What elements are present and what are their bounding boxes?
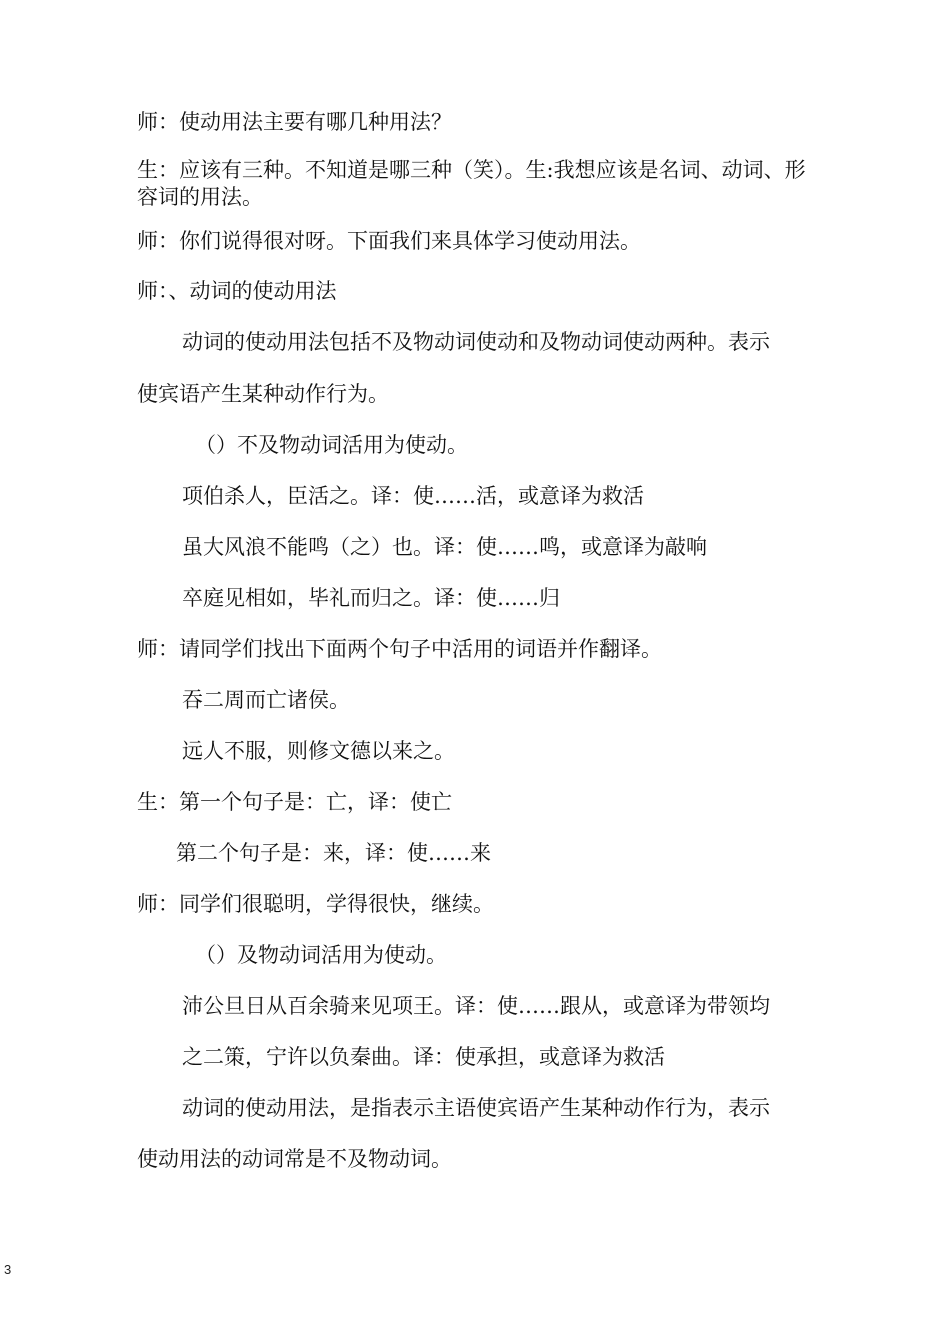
text-line: 之二策，宁许以负秦曲。译：使承担，或意译为救活 [182, 1045, 665, 1069]
text-line: 动词的使动用法，是指表示主语使宾语产生某种动作行为，表示 [182, 1096, 770, 1120]
text-line: 师：同学们很聪明，学得很快，继续。 [137, 892, 494, 916]
text-line: 动词的使动用法包括不及物动词使动和及物动词使动两种。表示 [182, 330, 770, 354]
text-line: 使动用法的动词常是不及物动词。 [137, 1147, 452, 1171]
text-line: 生：应该有三种。不知道是哪三种（笑）。生:我想应该是名词、动词、形容词的用法。 [137, 158, 806, 209]
text-line: 师：请同学们找出下面两个句子中活用的词语并作翻译。 [137, 637, 662, 661]
text-line: 吞二周而亡诸侯。 [182, 688, 350, 712]
text-line: 师：、动词的使动用法 [137, 279, 337, 303]
text-line: 项伯杀人，臣活之。译：使……活，或意译为救活 [182, 484, 644, 508]
text-line: 师：使动用法主要有哪几种用法？ [137, 110, 452, 134]
text-line: 卒庭见相如，毕礼而归之。译：使……归 [182, 586, 560, 610]
text-line: 使宾语产生某种动作行为。 [137, 382, 389, 406]
text-line: 生：第一个句子是：亡，译：使亡 [137, 790, 452, 814]
text-line: 第二个句子是：来，译：使……来 [176, 841, 491, 865]
text-line: 虽大风浪不能鸣（之）也。译：使……鸣，或意译为敲响 [182, 535, 707, 559]
text-line: 远人不服，则修文德以来之。 [182, 739, 455, 763]
text-line: （）不及物动词活用为使动。 [195, 433, 468, 457]
text-line: 师：你们说得很对呀。下面我们来具体学习使动用法。 [137, 229, 641, 253]
text-line: （）及物动词活用为使动。 [195, 943, 447, 967]
page-number: 3 [4, 1262, 12, 1277]
text-line: 沛公旦日从百余骑来见项王。译：使……跟从，或意译为带领均 [182, 994, 770, 1018]
